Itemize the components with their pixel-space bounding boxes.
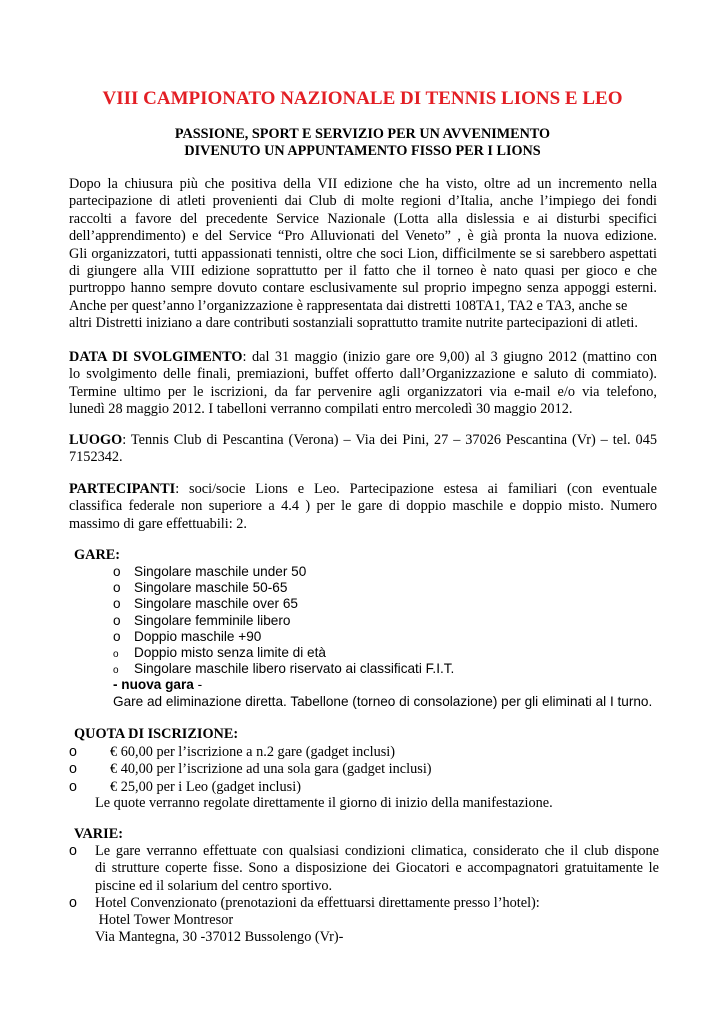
intro-line: Anche per quest’anno l’organizzazione è rappresentata dai distretti 108TA1, TA2 e TA3, anche se xyxy=(69,297,628,314)
bullet-icon: o xyxy=(113,649,119,661)
partecipanti-section xyxy=(69,481,657,533)
luogo-section xyxy=(69,432,657,467)
partecipanti-line: classifica federale non superiore a 4.4 ) per le gare di doppio maschile e doppio misto. Numero xyxy=(69,498,657,515)
bullet-icon: o xyxy=(69,778,77,795)
list-item xyxy=(69,779,669,796)
bullet-icon: o xyxy=(113,628,121,644)
intro-line: Gli organizzatori, tutti appassionati tennisti, oltre che soci Lion, difficilmente se si sarebbero aspettati xyxy=(69,245,657,262)
list-item xyxy=(113,564,673,580)
quota-label: € 40,00 per l’iscrizione ad una sola gara (gadget inclusi) xyxy=(110,761,432,778)
gara-label: Doppio misto senza limite di età xyxy=(134,645,326,661)
list-item xyxy=(113,613,673,629)
luogo-text: : Tennis Club di Pescantina (Verona) – Via dei Pini, 27 – 37026 Pescantina (Vr) – tel. 045 xyxy=(122,432,657,448)
luogo-line xyxy=(69,432,657,449)
intro-line: raccolti a favore del precedente Service Nazionale (Lotta alla dislessia e ai disturbi specifici xyxy=(69,210,657,227)
intro-line: dell’apprendimento) e del Service “Pro Alluvionati del Veneto” , è già pronta la nuova edizione. xyxy=(69,228,657,245)
nuova-gara-line xyxy=(113,677,673,693)
partecipanti-line xyxy=(69,481,657,498)
data-svolgimento-label: DATA DI SVOLGIMENTO xyxy=(69,349,243,365)
document-subtitle xyxy=(0,126,725,160)
partecipanti-line: massimo di gare effettuabili: 2. xyxy=(69,515,248,532)
gara-label: Singolare femminile libero xyxy=(134,612,291,628)
document-title: VIII CAMPIONATO NAZIONALE DI TENNIS LIONS E LEO xyxy=(102,88,623,109)
list-item xyxy=(69,761,669,778)
bullet-icon: o xyxy=(113,665,119,677)
subtitle-line: DIVENUTO UN APPUNTAMENTO FISSO PER I LIONS xyxy=(184,143,541,159)
bullet-icon: o xyxy=(69,761,77,778)
list-item xyxy=(113,645,673,661)
gara-label: Doppio maschile +90 xyxy=(134,628,262,644)
intro-line: Dopo la chiusura più che positiva della VII edizione che ha visto, oltre ad un incremento nella xyxy=(69,176,657,192)
intro-line: purtroppo hanno sempre dovuto contare esclusivamente sul proprio impegno senza appoggi esterni. xyxy=(69,280,657,297)
varie-list xyxy=(69,843,659,947)
gare-heading: GARE: xyxy=(74,547,121,563)
data-svolgimento-section xyxy=(69,349,657,419)
quota-list xyxy=(69,744,669,796)
bullet-icon: o xyxy=(113,596,121,612)
bullet-icon: o xyxy=(113,580,121,596)
intro-paragraph xyxy=(69,176,657,333)
list-item xyxy=(69,843,659,895)
list-item xyxy=(113,596,673,612)
gara-label: Singolare maschile over 65 xyxy=(134,596,298,612)
nuova-gara-suffix: - xyxy=(193,677,203,693)
data-svolgimento-line: Termine ultimo per le iscrizioni, da far pervenire agli organizzatori via e-mail e/o via telefono, xyxy=(69,383,657,400)
quota-label: € 60,00 per l’iscrizione a n.2 gare (gadget inclusi) xyxy=(110,744,396,760)
quota-heading: QUOTA DI ISCRIZIONE: xyxy=(74,726,239,742)
luogo-label: LUOGO xyxy=(69,432,123,448)
varie-heading: VARIE: xyxy=(74,826,123,842)
list-item xyxy=(69,895,659,947)
gara-label: Singolare maschile under 50 xyxy=(134,564,307,579)
intro-line: di giungere alla VIII edizione soprattutto per il fatto che il torneo è nato quasi per gioco e che xyxy=(69,263,657,280)
gara-label: Singolare maschile 50-65 xyxy=(134,580,288,596)
list-item xyxy=(113,580,673,596)
varie-line: piscine ed il solarium del centro sportivo. xyxy=(95,877,333,894)
data-svolgimento-line: lo svolgimento delle finali, premiazioni, buffet offerto dall’Organizzazione e saluto di commiato). xyxy=(69,366,657,383)
varie-line: di strutture coperte fisse. Sono a disposizione dei Giocatori e accompagnatori gratuitamente le xyxy=(95,860,659,877)
hotel-address: Via Mantegna, 30 -37012 Bussolengo (Vr)- xyxy=(95,929,344,946)
quota-note: Le quote verranno regolate direttamente il giorno di inizio della manifestazione. xyxy=(95,795,553,811)
hotel-name: Hotel Tower Montresor xyxy=(95,912,234,929)
bullet-icon: o xyxy=(69,894,77,911)
gare-note: Gare ad eliminazione diretta. Tabellone (torneo di consolazione) per gli eliminati al I turno. xyxy=(113,693,653,709)
data-svolgimento-line xyxy=(69,349,657,366)
partecipanti-label: PARTECIPANTI xyxy=(69,481,176,497)
list-item xyxy=(113,661,673,677)
hotel-line: Hotel Convenzionato (prenotazioni da effettuarsi direttamente presso l’hotel): xyxy=(95,894,540,911)
bullet-icon: o xyxy=(113,564,121,579)
nuova-gara-label: - nuova gara xyxy=(113,677,194,693)
data-svolgimento-text: : dal 31 maggio (inizio gare ore 9,00) al 3 giugno 2012 (mattino con xyxy=(242,349,657,365)
quota-label: € 25,00 per i Leo (gadget inclusi) xyxy=(110,778,301,795)
intro-line: partecipazione di atleti provenienti dai Club di molte regioni d’Italia, anche l’impiego dei fondi xyxy=(69,193,657,210)
intro-line: altri Distretti iniziano a dare contributi sostanziali soprattutto tramite nutrite partecipazioni di atleti. xyxy=(69,315,638,332)
bullet-icon: o xyxy=(113,612,121,628)
gare-list xyxy=(113,564,673,710)
list-item xyxy=(69,744,669,761)
data-svolgimento-line: lunedì 28 maggio 2012. I tabelloni verranno compilati entro mercoledì 30 maggio 2012. xyxy=(69,401,573,418)
subtitle-line: PASSIONE, SPORT E SERVIZIO PER UN AVVENIMENTO xyxy=(174,126,551,142)
gara-label: Singolare maschile libero riservato ai classificati F.I.T. xyxy=(134,661,455,677)
varie-line: Le gare verranno effettuate con qualsiasi condizioni climatica, considerato che il club dispone xyxy=(95,843,659,859)
bullet-icon: o xyxy=(69,843,77,859)
list-item xyxy=(113,629,673,645)
bullet-icon: o xyxy=(69,744,77,760)
partecipanti-text: : soci/socie Lions e Leo. Partecipazione estesa ai familiari (con eventuale xyxy=(175,481,657,497)
luogo-line: 7152342. xyxy=(69,449,123,466)
